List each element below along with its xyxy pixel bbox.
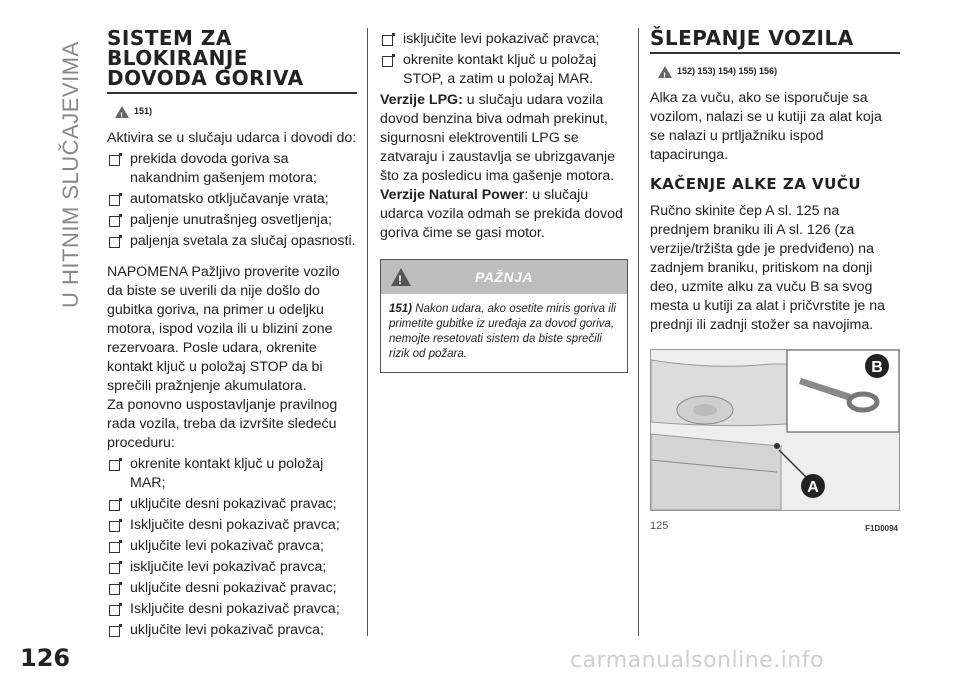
- lpg-label: Verzije LPG:: [380, 92, 463, 108]
- note-paragraph: NAPOMENA Pažljivo proverite vozilo da biste se uverili da nije došlo do gubitka goriva, na primer u odeljku motora, ispod vozila ili u blizini zone rezervoara. Posle udara, okrenite kontakt ključ u položaj STOP da bi sprečili pražnjenje akumulatora.: [107, 264, 340, 394]
- column-3: [650, 28, 900, 538]
- list-item: uključite desni pokazivač pravac;: [107, 495, 357, 514]
- restore-paragraph: Za ponovno uspostavljanje pravilnog rada vozila, treba da izvršite sledeću proceduru:: [107, 397, 338, 451]
- section-side-title: U HITNIM SLUČAJEVIMA: [58, 41, 83, 308]
- figure-number: 125: [650, 520, 669, 532]
- warning-triangle-icon: [658, 66, 672, 78]
- bumper-illustration: [651, 350, 899, 510]
- heading-line-1: SISTEM ZA: [107, 26, 232, 50]
- list-item: uključite levi pokazivač pravca;: [107, 537, 357, 556]
- list-item: okrenite kontakt ključ u položaj STOP, a zatim u položaj MAR.: [380, 51, 628, 89]
- warning-number: 151): [389, 303, 413, 315]
- bullet-box-icon: [109, 626, 120, 637]
- warning-reference: [658, 62, 900, 81]
- heading-line-3: DOVODA GORIVA: [107, 66, 304, 90]
- warning-box-header: [381, 260, 627, 294]
- list-item: Isključite desni pokazivač pravca;: [107, 516, 357, 535]
- heading-towing: ŠLEPANJE VOZILA: [650, 26, 854, 50]
- bullet-box-icon: [109, 500, 120, 511]
- list-item: uključite desni pokazivač pravac;: [107, 579, 357, 598]
- watermark: carmanualsonline.info: [570, 648, 824, 673]
- heading-rule: [650, 52, 900, 54]
- bullet-box-icon: [109, 155, 120, 166]
- bullet-box-icon: [109, 195, 120, 206]
- subheading-tow-ring: KAČENJE ALKE ZA VUČU: [650, 175, 862, 193]
- figure-tow-ring: [650, 349, 900, 511]
- warning-reference: [115, 102, 357, 121]
- bullet-box-icon: [109, 584, 120, 595]
- bullet-box-icon: [382, 35, 393, 46]
- bullet-box-icon: [109, 542, 120, 553]
- warning-box: [380, 259, 628, 373]
- procedure-list: [107, 455, 357, 640]
- bullet-box-icon: [109, 521, 120, 532]
- warning-box-text: 151) Nakon udara, ako osetite miris goriva ili primetite gubitke iz uređaja za dovod goriva, nemojte resetovati sistem da biste sprečili rizik od požara.: [389, 303, 616, 360]
- heading-rule: [107, 92, 357, 94]
- column-divider-2: [638, 28, 639, 636]
- list-item: prekida dovoda goriva sa nakandnim gašenjem motora;: [107, 150, 357, 188]
- column-divider-1: [367, 28, 368, 636]
- column-1: [107, 28, 357, 642]
- list-item: automatsko otključavanje vrata;: [107, 190, 357, 209]
- warning-triangle-icon: [115, 106, 129, 118]
- tow-ring-instructions: Ručno skinite čep A sl. 125 na prednjem braniku ili A sl. 126 (za verzije/tržišta gde je predviđeno) na zadnjem braniku, pritiskom na donji deo, uzmite alku za vuču B sa svog mesta u kutiji za alat i pričvrstite je na prednji ili zadnji stožer sa navojima.: [650, 203, 885, 333]
- bullet-box-icon: [109, 605, 120, 616]
- list-item: okrenite kontakt ključ u položaj MAR;: [107, 455, 357, 493]
- warning-title: PAŽNJA: [475, 268, 533, 285]
- page-number: 126: [20, 644, 71, 672]
- bullet-box-icon: [109, 216, 120, 227]
- bullet-box-icon: [109, 237, 120, 248]
- heading-fuel-cutoff: [107, 28, 357, 88]
- natural-power-label: Verzije Natural Power: [380, 187, 525, 203]
- bullet-box-icon: [109, 563, 120, 574]
- natural-power-paragraph: Verzije Natural Power: u slučaju udarca vozila odmah se prekida dovod goriva čime se gasi motor.: [380, 187, 623, 241]
- warning-ref-text: 151): [134, 106, 153, 116]
- towing-intro: Alka za vuču, ako se isporučuje sa vozilom, nalazi se u kutiji za alat koja se nalazi u prtljažniku ispod tapacirunga.: [650, 90, 882, 163]
- list-item: Isključite desni pokazivač pravca;: [107, 600, 357, 619]
- list-item: isključite levi pokazivač pravca;: [107, 558, 357, 577]
- label-b-text: B: [871, 359, 883, 376]
- lpg-paragraph: Verzije LPG: u slučaju udara vozila dovod benzina biva odmah prekinut, sigurnosni elektroventili LPG se zatvaraju i zaustavlja se ubrizgavanje što za posledicu ima gašenje motora.: [380, 92, 616, 184]
- label-a-text: A: [807, 479, 819, 496]
- figure-caption: [650, 517, 898, 538]
- warning-ref-text: 152) 153) 154) 155) 156): [677, 66, 778, 76]
- bullet-box-icon: [109, 460, 120, 471]
- list-item: uključite levi pokazivač pravca;: [107, 621, 357, 640]
- warning-triangle-icon: [391, 268, 411, 286]
- list-item: paljenje unutrašnjeg osvetljenja;: [107, 211, 357, 230]
- list-item: isključite levi pokazivač pravca;: [380, 30, 628, 49]
- heading-line-2: BLOKIRANJE: [107, 46, 248, 70]
- consequence-list: [107, 150, 357, 251]
- figure-code: F1D0094: [865, 524, 898, 533]
- list-item: paljenja svetala za slučaj opasnosti.: [107, 232, 357, 251]
- bullet-box-icon: [382, 56, 393, 67]
- column-2: [380, 28, 628, 373]
- intro-text: Aktivira se u slučaju udarca i dovodi do:: [107, 130, 357, 146]
